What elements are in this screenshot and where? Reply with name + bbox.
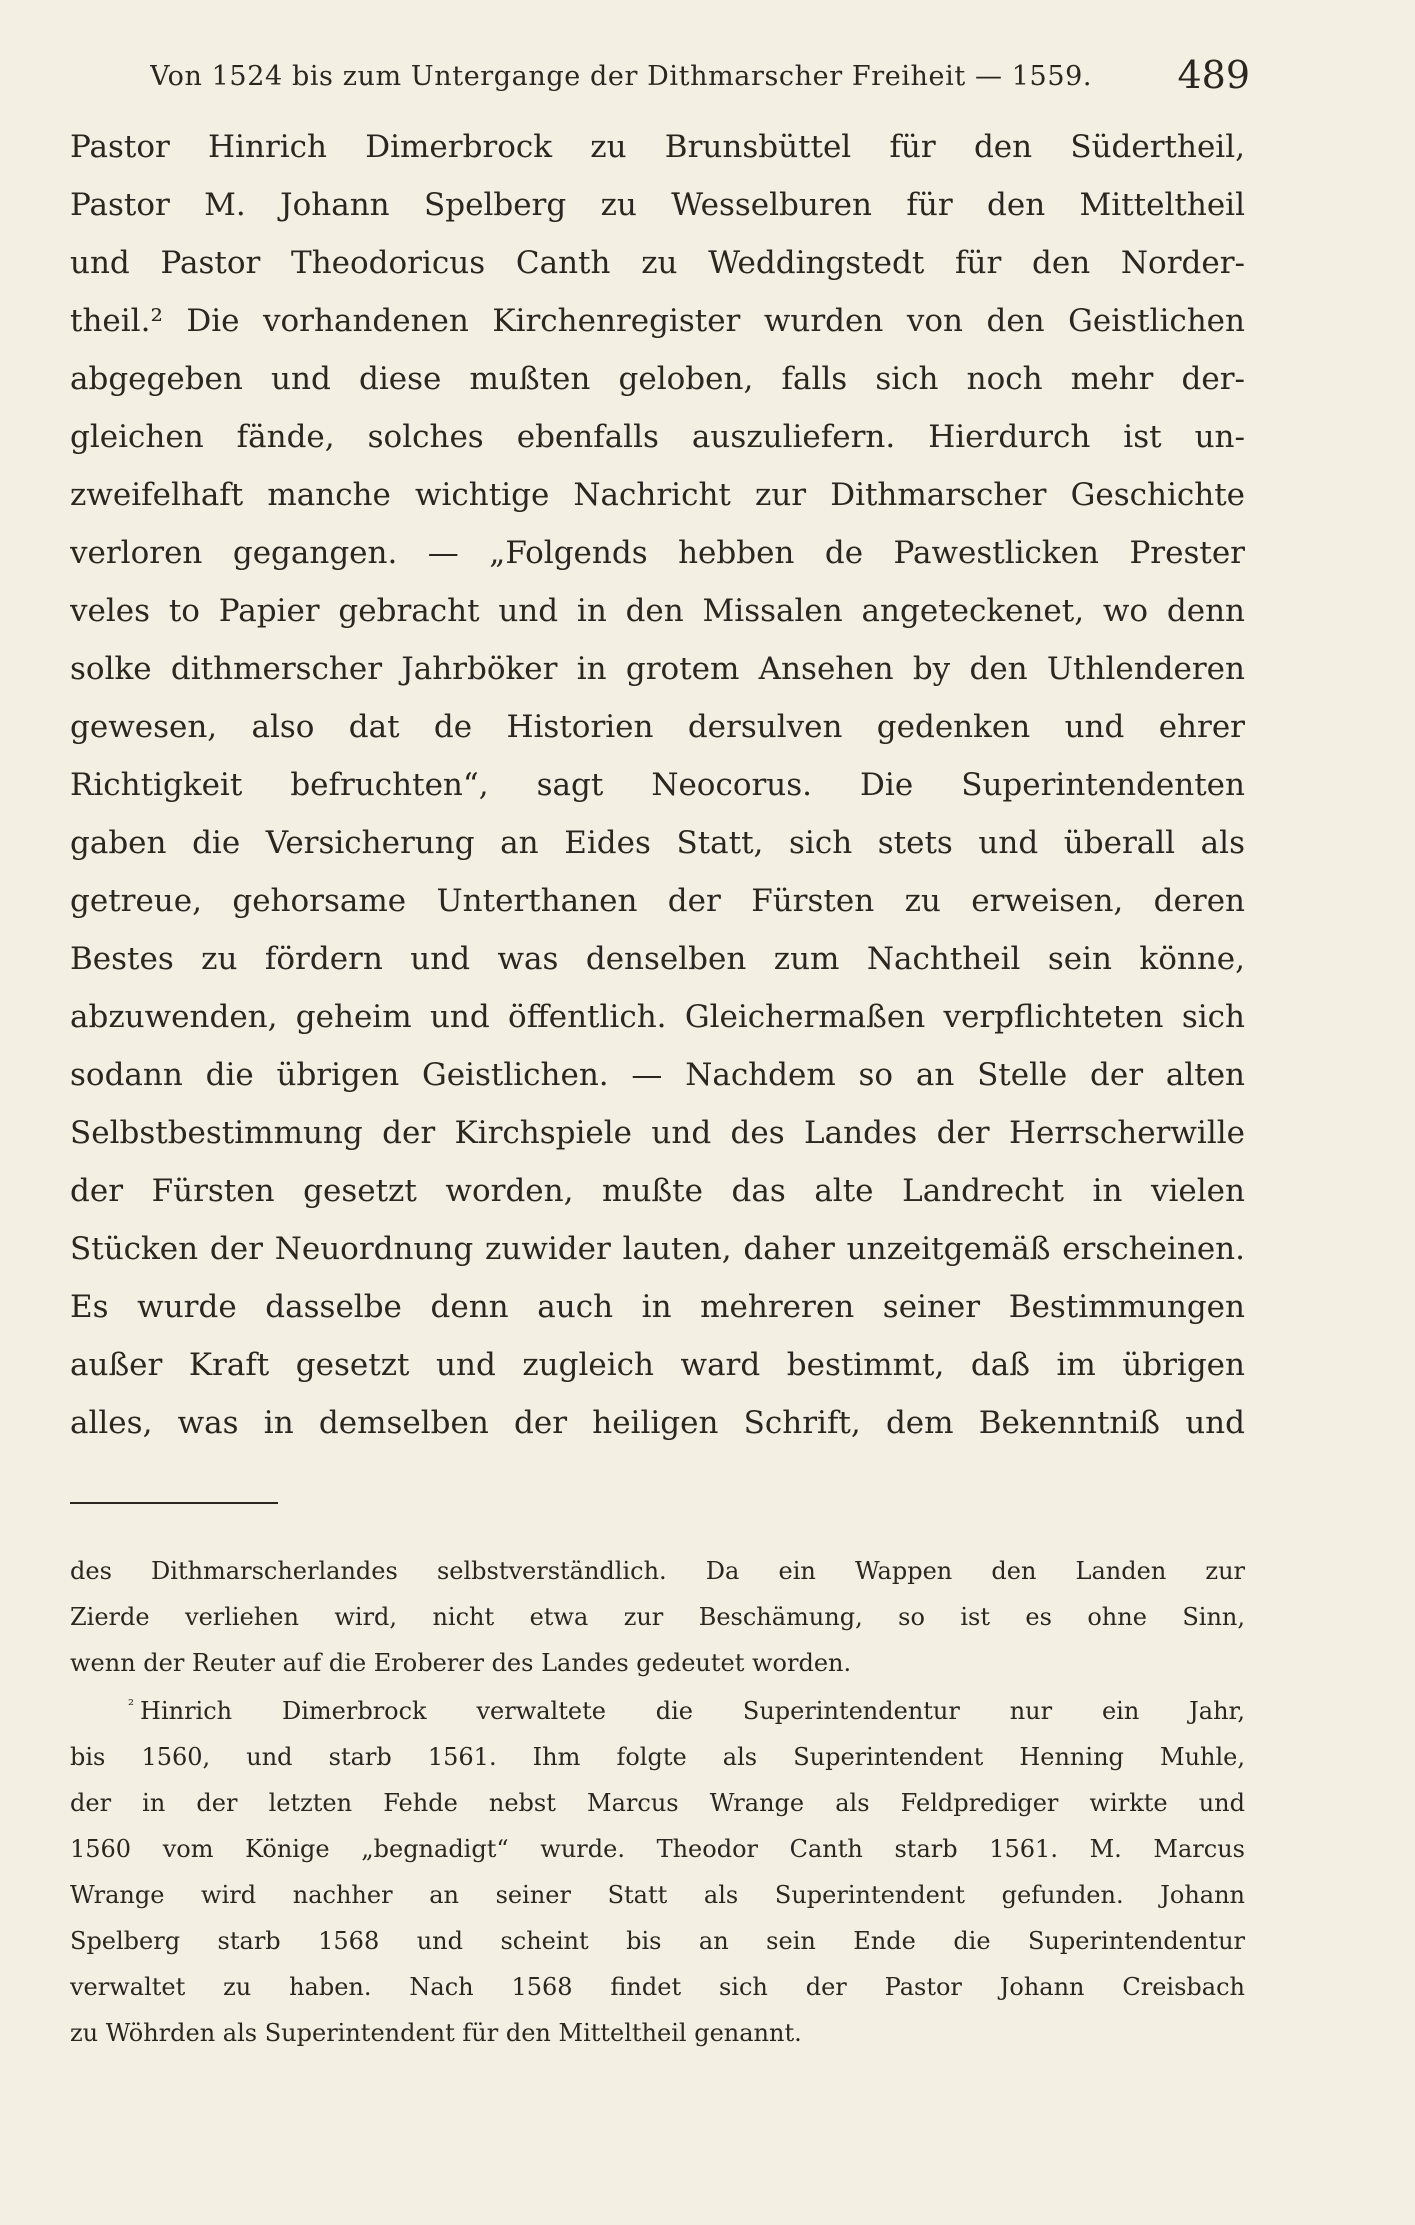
footnote-line: Zierde verliehen wird, nicht etwa zur Beschämung, so ist es ohne Sinn, — [70, 1603, 1245, 1631]
body-line: Bestes zu fördern und was denselben zum Nachtheil sein könne, — [70, 941, 1245, 977]
body-line: Stücken der Neuordnung zuwider lauten, daher unzeitgemäß erscheinen. — [70, 1231, 1245, 1267]
footnote-line: Wrange wird nachher an seiner Statt als Superintendent gefunden. Johann — [70, 1881, 1245, 1909]
footnote-line: wenn der Reuter auf die Eroberer des Landes gedeutet worden. — [70, 1649, 852, 1677]
body-line: Pastor Hinrich Dimerbrock zu Brunsbüttel für den Südertheil, — [70, 129, 1245, 165]
body-line: abgegeben und diese mußten geloben, falls sich noch mehr der- — [70, 361, 1245, 397]
body-line: gewesen, also dat de Historien dersulven gedenken und ehrer — [70, 709, 1245, 745]
body-line: solke dithmerscher Jahrböker in grotem Ansehen by den Uthlenderen — [70, 651, 1245, 687]
body-line: zweifelhaft manche wichtige Nachricht zur Dithmarscher Geschichte — [70, 477, 1245, 513]
running-head: Von 1524 bis zum Untergange der Dithmarscher Freiheit — 1559. — [150, 61, 1093, 92]
footnote-marker: ² — [128, 1696, 135, 1714]
body-line: Richtigkeit befruchten“, sagt Neocorus. Die Superintendenten — [70, 767, 1245, 803]
footnote-line: verwaltet zu haben. Nach 1568 findet sich der Pastor Johann Creisbach — [70, 1973, 1245, 2001]
body-line: gleichen fände, solches ebenfalls auszuliefern. Hierdurch ist un- — [70, 419, 1245, 455]
footnote-line: der in der letzten Fehde nebst Marcus Wrange als Feldprediger wirkte und — [70, 1789, 1245, 1817]
body-line: alles, was in demselben der heiligen Schrift, dem Bekenntniß und — [70, 1405, 1245, 1441]
body-line: getreue, gehorsame Unterthanen der Fürsten zu erweisen, deren — [70, 883, 1245, 919]
footnote-line: 1560 vom Könige „begnadigt“ wurde. Theodor Canth starb 1561. M. Marcus — [70, 1835, 1245, 1863]
body-line: Selbstbestimmung der Kirchspiele und des Landes der Herrscherwille — [70, 1115, 1245, 1151]
body-line: veles to Papier gebracht und in den Missalen angeteckenet, wo denn — [70, 593, 1245, 629]
footnote-line: des Dithmarscherlandes selbstverständlich. Da ein Wappen den Landen zur — [70, 1557, 1245, 1585]
body-line: Pastor M. Johann Spelberg zu Wesselburen für den Mitteltheil — [70, 187, 1245, 223]
body-line: und Pastor Theodoricus Canth zu Weddingstedt für den Norder- — [70, 245, 1245, 281]
body-line: gaben die Versicherung an Eides Statt, sich stets und überall als — [70, 825, 1245, 861]
body-line: theil.² Die vorhandenen Kirchenregister wurden von den Geistlichen — [70, 303, 1245, 339]
body-line: außer Kraft gesetzt und zugleich ward bestimmt, daß im übrigen — [70, 1347, 1245, 1383]
footnote-2-first-line — [128, 1688, 1245, 1734]
page-header — [150, 52, 1250, 102]
body-line: der Fürsten gesetzt worden, mußte das alte Landrecht in vielen — [70, 1173, 1245, 1209]
footnote-text: Hinrich Dimerbrock verwaltete die Superintendentur nur ein Jahr, — [140, 1697, 1245, 1725]
body-line: abzuwenden, geheim und öffentlich. Gleichermaßen verpflichteten sich — [70, 999, 1245, 1035]
body-line: sodann die übrigen Geistlichen. — Nachdem so an Stelle der alten — [70, 1057, 1245, 1093]
footnote-line: bis 1560, und starb 1561. Ihm folgte als Superintendent Henning Muhle, — [70, 1743, 1245, 1771]
footnote-rule — [70, 1502, 278, 1504]
footnote-line: zu Wöhrden als Superintendent für den Mitteltheil genannt. — [70, 2019, 802, 2047]
page-number: 489 — [1177, 53, 1250, 97]
body-line: verloren gegangen. — „Folgends hebben de Pawestlicken Prester — [70, 535, 1245, 571]
footnote-line: Spelberg starb 1568 und scheint bis an sein Ende die Superintendentur — [70, 1927, 1245, 1955]
body-line: Es wurde dasselbe denn auch in mehreren seiner Bestimmungen — [70, 1289, 1245, 1325]
